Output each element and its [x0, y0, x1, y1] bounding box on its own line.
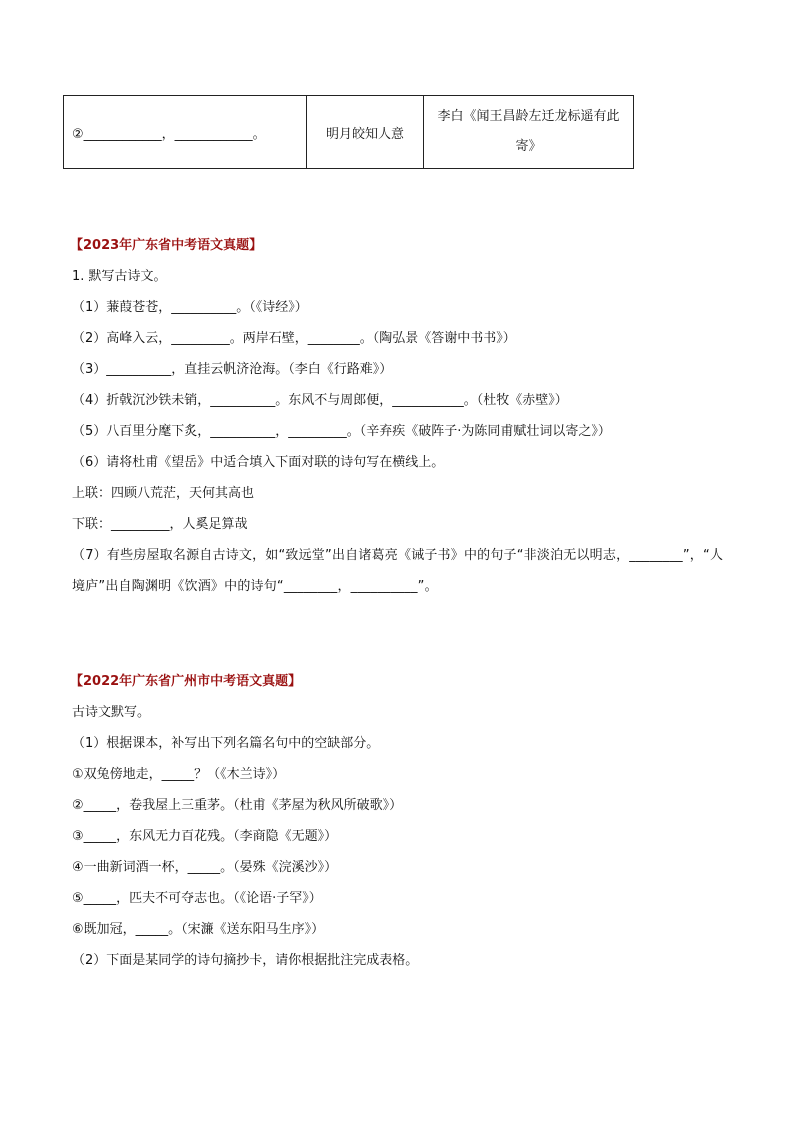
question-line: ⑤_____，匹夫不可夺志也。（《论语·子罕》） [72, 891, 322, 906]
section-2022 [72, 666, 732, 976]
question-line: （4）折戟沉沙铁未销，__________。东风不与周郎便，___________。（杜牧《赤壁》） [72, 393, 568, 408]
table-cell-blank: ②____________，____________。 [64, 96, 307, 169]
couplet-line: 上联：四顾八荒茫，天何其高也 [72, 486, 255, 501]
question-line: ②_____，卷我屋上三重茅。（杜甫《茅屋为秋风所破歌》） [72, 798, 403, 813]
question-paragraph: （7）有些房屋取名源自古诗文，如“致远堂”出自诸葛亮《诫子书》中的句子“非淡泊无以明志，________”，“人境庐”出自陶渊明《饮酒》中的诗句“________，__________”。 [72, 548, 724, 594]
question-line: ⑥既加冠，_____。（宋濂《送东阳马生序》） [72, 922, 325, 937]
question-line: ④一曲新词酒一杯，_____。（晏殊《浣溪沙》） [72, 860, 338, 875]
question-line: 古诗文默写。 [72, 705, 151, 720]
question-line: ①双兔傍地走，_____？（《木兰诗》） [72, 767, 286, 782]
question-line: ③_____，东风无力百花残。（李商隐《无题》） [72, 829, 338, 844]
question-line: （1）根据课本，补写出下列名篇名句中的空缺部分。 [72, 736, 380, 751]
question-line: （1）蒹葭苍苍，__________。（《诗经》） [72, 300, 308, 315]
section-heading: 【2022年广东省广州市中考语文真题】 [70, 674, 302, 689]
question-line: （2）高峰入云，_________。两岸石壁，________。（陶弘景《答谢中书书》） [72, 331, 516, 346]
question-line: （5）八百里分麾下炙，__________，_________。（辛弃疾《破阵子·为陈同甫赋壮词以寄之》） [72, 424, 611, 439]
couplet-line: 下联：_________，人奚足算哉 [72, 517, 248, 532]
question-line: （2）下面是某同学的诗句摘抄卡，请你根据批注完成表格。 [72, 953, 419, 968]
question-line: 1. 默写古诗文。 [72, 269, 167, 284]
section-heading: 【2023年广东省中考语文真题】 [70, 238, 263, 253]
table-cell-annotation: 明月皎知人意 [307, 96, 424, 169]
section-2023 [72, 230, 732, 602]
poem-table [63, 95, 634, 169]
table-row [64, 96, 634, 169]
question-line: （6）请将杜甫《望岳》中适合填入下面对联的诗句写在横线上。 [72, 455, 445, 470]
question-line: （3）__________，直挂云帆济沧海。（李白《行路难》） [72, 362, 393, 377]
table-cell-source: 李白《闻王昌龄左迁龙标遥有此寄》 [424, 96, 634, 169]
